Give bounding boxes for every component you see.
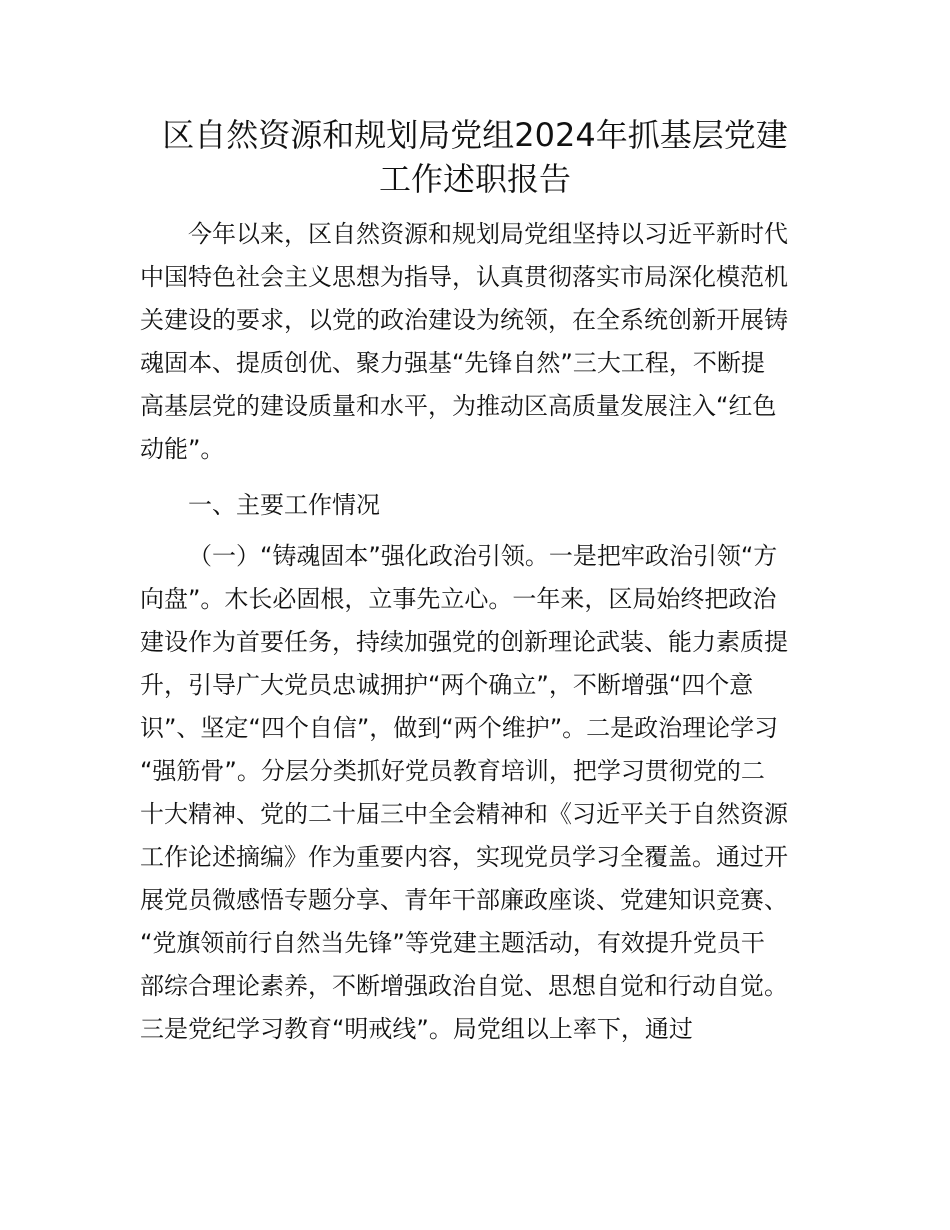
body-paragraph-line: 展党员微感悟专题分享、青年干部廉政座谈、党建知识竞赛、 bbox=[140, 886, 788, 914]
intro-paragraph-line: 魂固本、提质创优、聚力强基“先锋自然”三大工程，不断提 bbox=[140, 349, 765, 377]
body-paragraph-line: （一）“铸魂固本”强化政治引领。一是把牢政治引领“方 bbox=[188, 542, 778, 570]
body-paragraph-line: 十大精神、党的二十届三中全会精神和《习近平关于自然资源 bbox=[140, 800, 788, 828]
intro-paragraph-line: 关建设的要求，以党的政治建设为统领，在全系统创新开展铸 bbox=[140, 306, 788, 334]
body-paragraph-line: 三是党纪学习教育“明戒线”。局党组以上率下，通过 bbox=[140, 1015, 693, 1043]
intro-paragraph-line: 高基层党的建设质量和水平，为推动区高质量发展注入“红色 bbox=[140, 392, 777, 420]
body-paragraph-line: 部综合理论素养，不断增强政治自觉、思想自觉和行动自觉。 bbox=[140, 972, 788, 1000]
body-paragraph-line: 识”、坚定“四个自信”，做到“两个维护”。二是政治理论学习 bbox=[140, 714, 779, 742]
report-title-line-1: 区自然资源和规划局党组2024年抓基层党建 bbox=[162, 116, 788, 154]
body-paragraph-line: “强筋骨”。分层分类抓好党员教育培训，把学习贯彻党的二 bbox=[140, 757, 765, 785]
intro-paragraph-line: 动能”。 bbox=[140, 435, 225, 463]
body-paragraph-line: 建设作为首要任务，持续加强党的创新理论武装、能力素质提 bbox=[140, 628, 788, 656]
body-paragraph-line: 向盘”。木长必固根，立事先立心。一年来，区局始终把政治 bbox=[140, 585, 777, 613]
report-title-line-2: 工作述职报告 bbox=[378, 160, 571, 198]
section-heading: 一、主要工作情况 bbox=[188, 491, 380, 519]
intro-paragraph-line: 中国特色社会主义思想为指导，认真贯彻落实市局深化模范机 bbox=[140, 263, 788, 291]
body-paragraph-line: “党旗领前行自然当先锋”等党建主题活动，有效提升党员干 bbox=[140, 929, 765, 957]
intro-paragraph-line: 今年以来，区自然资源和规划局党组坚持以习近平新时代 bbox=[188, 220, 788, 248]
body-paragraph-line: 升，引导广大党员忠诚拥护“两个确立”，不断增强“四个意 bbox=[140, 671, 754, 699]
body-paragraph-line: 工作论述摘编》作为重要内容，实现党员学习全覆盖。通过开 bbox=[140, 843, 788, 871]
